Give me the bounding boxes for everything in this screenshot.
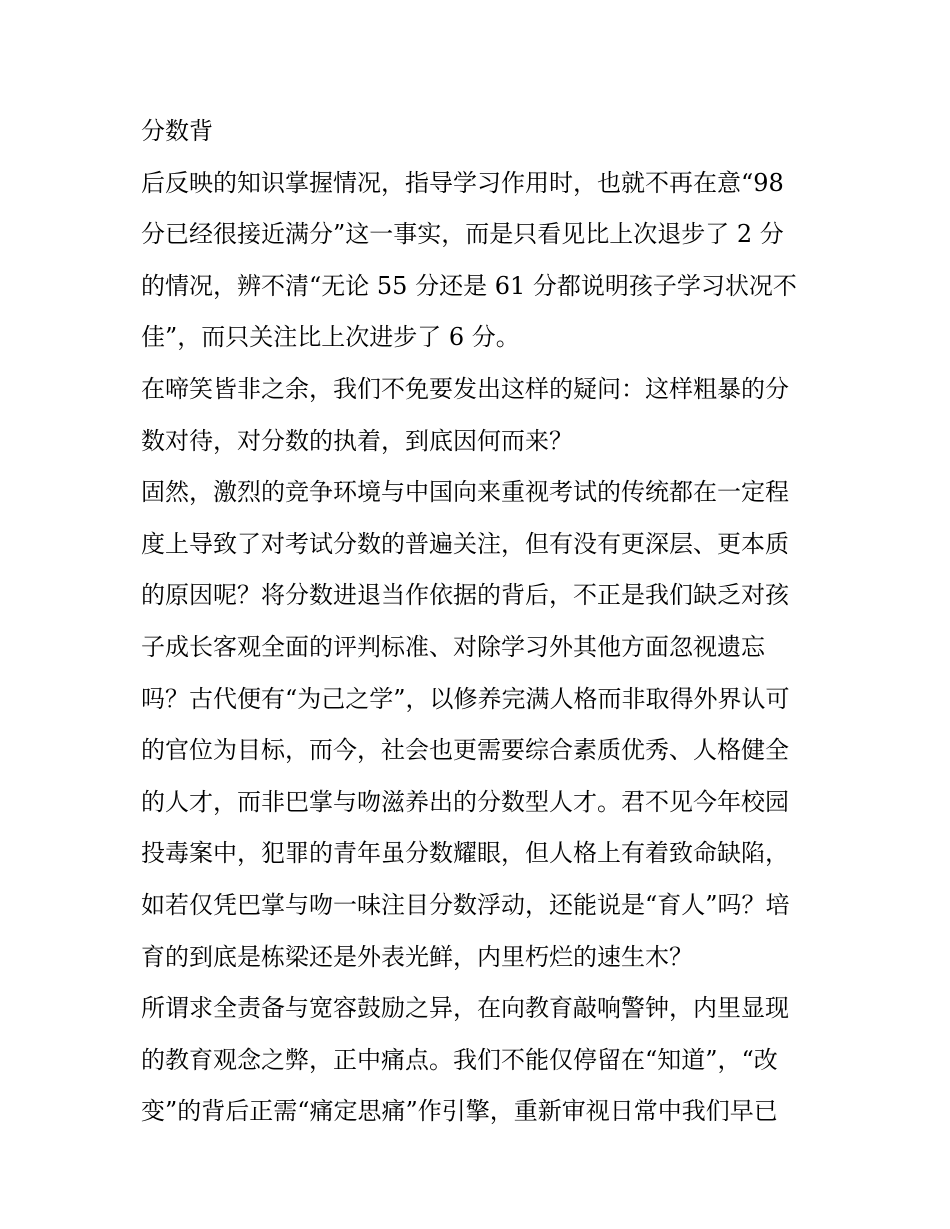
- essay-line: 分已经很接近满分”这一事实，而是只看见比上次退步了 2 分: [141, 220, 784, 249]
- essay-line: 育的到底是栋梁还是外表光鲜，内里朽烂的速生木？: [141, 942, 693, 971]
- essay-line: 固然，激烈的竞争环境与中国向来重视考试的传统都在一定程: [141, 478, 789, 507]
- essay-line: 变”的背后正需“痛定思痛”作引擎，重新审视日常中我们早已: [141, 1097, 778, 1126]
- essay-line: 吗？古代便有“为己之学”，以修养完满人格而非取得外界认可: [141, 684, 790, 713]
- essay-line: 分数背: [141, 117, 213, 145]
- essay-line: 度上导致了对考试分数的普遍关注，但有没有更深层、更本质: [141, 529, 789, 558]
- essay-line: 所谓求全责备与宽容鼓励之异，在向教育敲响警钟，内里显现: [141, 994, 789, 1023]
- essay-line: 的原因呢？将分数进退当作依据的背后，不正是我们缺乏对孩: [141, 581, 789, 610]
- essay-line: 佳”，而只关注比上次进步了 6 分。: [141, 323, 520, 352]
- essay-line: 的人才，而非巴掌与吻滋养出的分数型人才。君不见今年校园: [141, 787, 789, 816]
- essay-body: [141, 106, 813, 1138]
- essay-line: 如若仅凭巴掌与吻一味注目分数浮动，还能说是“育人”吗？培: [141, 890, 790, 919]
- essay-line: 数对待，对分数的执着，到底因何而来？: [141, 426, 573, 455]
- essay-line: 在啼笑皆非之余，我们不免要发出这样的疑问：这样粗暴的分: [141, 374, 789, 403]
- essay-line: 投毒案中，犯罪的青年虽分数耀眼，但人格上有着致命缺陷，: [141, 839, 789, 868]
- essay-line: 子成长客观全面的评判标准、对除学习外其他方面忽视遗忘: [141, 632, 765, 661]
- essay-line: 的情况，辨不清“无论 55 分还是 61 分都说明孩子学习状况不: [141, 271, 797, 300]
- essay-line: 的教育观念之弊，正中痛点。我们不能仅停留在“知道”，“改: [141, 1045, 778, 1074]
- essay-line: 的官位为目标，而今，社会也更需要综合素质优秀、人格健全: [141, 736, 789, 765]
- essay-line: 后反映的知识掌握情况，指导学习作用时，也就不再在意“98: [141, 168, 784, 197]
